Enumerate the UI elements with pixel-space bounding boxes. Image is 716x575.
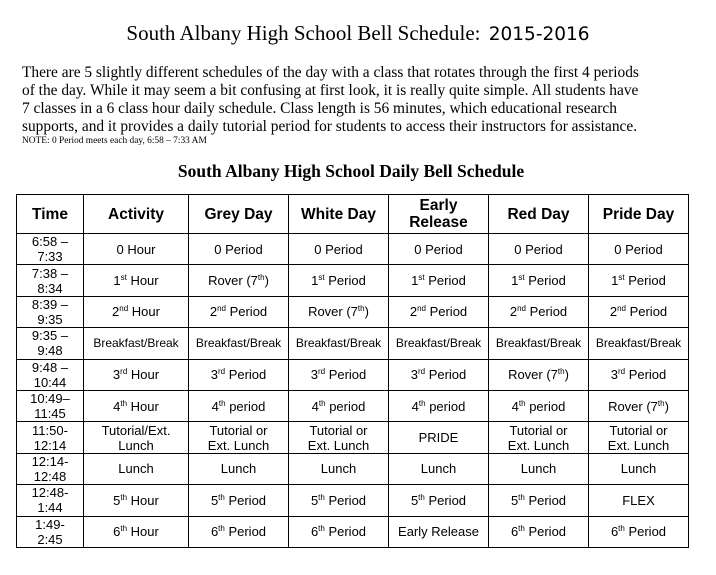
ordinal-suffix: th xyxy=(218,492,225,502)
cell-text: 3 xyxy=(410,367,418,383)
schedule-cell-pride-day xyxy=(589,422,689,453)
cell-text: period xyxy=(225,398,266,414)
title-text: South Albany High School Bell Schedule: xyxy=(126,21,481,45)
ordinal-suffix: st xyxy=(418,273,425,283)
schedule-cell-activity xyxy=(84,516,189,547)
cell-text: 1 xyxy=(311,273,319,289)
cell-text: 4 xyxy=(311,398,319,414)
schedule-cell-grey-day xyxy=(189,328,289,359)
time-start: 11:50- xyxy=(32,422,68,438)
cell-text: Tutorial or xyxy=(609,422,668,438)
cell-text: 6 xyxy=(310,524,319,540)
cell-text-line2: Ext. Lunch xyxy=(507,437,570,453)
cell-text: period xyxy=(525,398,566,414)
schedule-cell-red-day xyxy=(489,234,589,265)
cell-text: Lunch xyxy=(118,461,154,477)
cell-text: Period xyxy=(624,524,667,540)
cell-text: 3 xyxy=(112,367,121,383)
cell-text: Hour xyxy=(128,304,160,320)
cell-text: 2 xyxy=(509,304,518,320)
cell-text: Hour xyxy=(127,524,159,540)
document-title xyxy=(0,20,716,48)
schedule-cell-grey-day xyxy=(189,516,289,547)
schedule-cell-white-day xyxy=(289,328,389,359)
ordinal-suffix: th xyxy=(257,273,265,283)
schedule-cell-grey-day xyxy=(189,296,289,327)
cell-text: 6 xyxy=(610,524,619,540)
time-end: 7:33 xyxy=(37,249,63,265)
cell-text: 5 xyxy=(410,492,419,508)
ordinal-suffix: th xyxy=(218,398,226,408)
ordinal-suffix: th xyxy=(418,398,426,408)
schedule-cell-pride-day xyxy=(589,516,689,547)
cell-text: Breakfast/Break xyxy=(295,335,382,350)
ordinal-suffix: th xyxy=(518,524,525,534)
schedule-cell-activity xyxy=(84,422,189,453)
column-header-early-release xyxy=(389,195,489,234)
schedule-cell-grey-day xyxy=(189,359,289,390)
schedule-cell-red-day xyxy=(489,453,589,484)
cell-text: Hour xyxy=(127,398,159,414)
schedule-cell-grey-day xyxy=(189,485,289,516)
ordinal-suffix: th xyxy=(618,524,625,534)
cell-text: Period xyxy=(625,367,667,383)
schedule-cell-red-day xyxy=(489,296,589,327)
table-row xyxy=(17,296,689,327)
cell-text: Period xyxy=(225,367,267,383)
schedule-cell-early-release xyxy=(389,453,489,484)
cell-text: Rover (7 xyxy=(308,304,358,320)
ordinal-suffix: nd xyxy=(119,304,129,314)
schedule-cell-pride-day xyxy=(589,453,689,484)
time-end: 12:14 xyxy=(33,437,67,453)
cell-text: Hour xyxy=(126,273,159,289)
table-row xyxy=(17,453,689,484)
intro-line: 7 classes in a 6 class hour daily schedule. Class length is 56 minutes, which educational research xyxy=(22,100,617,117)
ordinal-suffix: st xyxy=(318,273,325,283)
schedule-cell-white-day xyxy=(289,422,389,453)
cell-text: 4 xyxy=(113,398,121,414)
cell-text: 5 xyxy=(113,492,121,508)
cell-text: 1 xyxy=(511,273,519,289)
intro-line: supports, and it provides a daily tutorial period for students to access their instructors for assistance. xyxy=(22,118,638,135)
ordinal-suffix: th xyxy=(657,398,665,408)
ordinal-suffix: rd xyxy=(417,367,426,377)
cell-text: Period xyxy=(625,304,668,320)
cell-text: 0 Period xyxy=(514,241,563,257)
cell-text: Tutorial or xyxy=(209,422,268,438)
time-start: 12:14- xyxy=(31,453,69,469)
table-row xyxy=(17,516,689,547)
schedule-cell-pride-day xyxy=(589,296,689,327)
time-start: 8:39 – xyxy=(31,296,69,312)
schedule-cell-red-day xyxy=(489,422,589,453)
cell-text: 5 xyxy=(310,492,319,508)
cell-text: Tutorial/Ext. xyxy=(101,422,171,438)
cell-text: Lunch xyxy=(320,461,357,477)
time-start: 9:48 – xyxy=(31,359,69,375)
cell-text: 6 xyxy=(510,524,519,540)
intro-line: of the day. While it may seem a bit confusing at first look, it is really quite simple. All students have xyxy=(22,82,639,99)
cell-text: Lunch xyxy=(220,461,257,477)
ordinal-suffix: st xyxy=(120,273,127,283)
schedule-cell-red-day xyxy=(489,265,589,296)
ordinal-suffix: th xyxy=(318,492,325,502)
cell-text: 2 xyxy=(112,304,120,320)
schedule-body xyxy=(17,234,689,548)
column-header-label: Time xyxy=(32,205,68,223)
column-header-activity xyxy=(84,195,189,234)
cell-text: Period xyxy=(524,273,566,289)
cell-text: Period xyxy=(425,304,468,320)
cell-text: 4 xyxy=(211,398,219,414)
time-start: 12:48- xyxy=(31,485,69,501)
cell-text: ) xyxy=(664,398,669,414)
column-header-white-day xyxy=(289,195,389,234)
column-header-label: Red Day xyxy=(507,205,570,223)
time-cell xyxy=(17,296,84,327)
ordinal-suffix: nd xyxy=(617,304,626,314)
ordinal-suffix: nd xyxy=(217,304,226,314)
cell-text: 1 xyxy=(411,273,419,289)
ordinal-suffix: th xyxy=(120,492,128,502)
schedule-cell-activity xyxy=(84,453,189,484)
column-header-grey-day xyxy=(189,195,289,234)
schedule-cell-grey-day xyxy=(189,422,289,453)
column-header-label: Early xyxy=(419,197,458,214)
cell-text: 6 xyxy=(210,524,219,540)
ordinal-suffix: th xyxy=(357,304,365,314)
cell-text-line2: Ext. Lunch xyxy=(207,437,270,453)
cell-text: 2 xyxy=(609,304,618,320)
cell-text: 1 xyxy=(611,273,619,289)
ordinal-suffix: th xyxy=(518,492,525,502)
time-end: 9:35 xyxy=(37,311,63,327)
ordinal-suffix: th xyxy=(318,398,326,408)
schedule-cell-activity xyxy=(84,265,189,296)
schedule-cell-white-day xyxy=(289,516,389,547)
schedule-cell-activity xyxy=(84,390,189,421)
cell-text: Period xyxy=(324,492,367,508)
schedule-cell-white-day xyxy=(289,296,389,327)
zero-period-note: NOTE: 0 Period meets each day, 6:58 – 7:33 AM xyxy=(22,136,207,146)
cell-text: Tutorial or xyxy=(309,422,368,438)
time-cell xyxy=(17,265,84,296)
cell-text: Tutorial or xyxy=(509,422,568,438)
time-start: 9:35 – xyxy=(31,328,69,344)
cell-text-line2: Ext. Lunch xyxy=(607,437,670,453)
schedule-cell-early-release xyxy=(389,516,489,547)
schedule-cell-activity xyxy=(84,234,189,265)
column-header-time xyxy=(17,195,84,234)
time-cell xyxy=(17,234,84,265)
schedule-cell-activity xyxy=(84,296,189,327)
cell-text: 1 xyxy=(113,273,121,289)
column-header-label: Grey Day xyxy=(204,205,273,223)
cell-text: 3 xyxy=(210,367,218,383)
schedule-cell-red-day xyxy=(489,390,589,421)
schedule-cell-pride-day xyxy=(589,485,689,516)
table-title: South Albany High School Daily Bell Schedule xyxy=(177,161,525,181)
cell-text: Period xyxy=(624,273,666,289)
cell-text: 3 xyxy=(610,367,618,383)
time-start: 6:58 – xyxy=(31,234,69,250)
time-end: 9:48 xyxy=(37,343,63,359)
cell-text: Period xyxy=(424,492,467,508)
cell-text: 2 xyxy=(409,304,418,320)
cell-text: Early Release xyxy=(398,524,479,540)
cell-text: Period xyxy=(224,492,267,508)
cell-text: Period xyxy=(224,524,267,540)
time-cell xyxy=(17,390,84,421)
schedule-cell-early-release xyxy=(389,328,489,359)
ordinal-suffix: rd xyxy=(617,367,626,377)
cell-text: Period xyxy=(425,367,467,383)
cell-text: ) xyxy=(264,273,269,289)
schedule-cell-red-day xyxy=(489,328,589,359)
cell-text: FLEX xyxy=(622,492,655,508)
cell-text: ) xyxy=(564,367,569,383)
cell-text: Hour xyxy=(127,367,160,383)
cell-text: 5 xyxy=(210,492,219,508)
schedule-cell-pride-day xyxy=(589,359,689,390)
cell-text: Breakfast/Break xyxy=(195,335,282,350)
cell-text: Lunch xyxy=(520,461,557,477)
cell-text: Breakfast/Break xyxy=(395,335,482,350)
column-header-label: Release xyxy=(409,214,468,231)
time-start: 7:38 – xyxy=(31,265,69,281)
ordinal-suffix: th xyxy=(120,524,128,534)
table-row xyxy=(17,234,689,265)
cell-text: 5 xyxy=(510,492,519,508)
ordinal-suffix: th xyxy=(218,524,225,534)
schedule-cell-white-day xyxy=(289,453,389,484)
table-row xyxy=(17,328,689,359)
ordinal-suffix: rd xyxy=(217,367,226,377)
time-end: 2:45 xyxy=(37,531,63,547)
cell-text: 3 xyxy=(310,367,318,383)
cell-text: Breakfast/Break xyxy=(93,335,179,350)
time-end: 10:44 xyxy=(33,374,67,390)
ordinal-suffix: th xyxy=(418,492,425,502)
cell-text: 2 xyxy=(209,304,218,320)
time-end: 11:45 xyxy=(34,406,66,422)
table-row xyxy=(17,485,689,516)
schedule-cell-red-day xyxy=(489,485,589,516)
table-row xyxy=(17,359,689,390)
ordinal-suffix: rd xyxy=(317,367,326,377)
time-cell xyxy=(17,453,84,484)
time-cell xyxy=(17,328,84,359)
cell-text: Period xyxy=(424,273,466,289)
intro-paragraph xyxy=(22,64,712,136)
cell-text: Period xyxy=(324,273,366,289)
ordinal-suffix: st xyxy=(618,273,625,283)
cell-text: Period xyxy=(324,524,367,540)
cell-text: 0 Period xyxy=(414,241,463,257)
table-row xyxy=(17,422,689,453)
schedule-cell-pride-day xyxy=(589,390,689,421)
schedule-cell-white-day xyxy=(289,265,389,296)
schedule-cell-white-day xyxy=(289,485,389,516)
schedule-cell-early-release xyxy=(389,296,489,327)
cell-text: 0 Period xyxy=(314,241,363,257)
cell-text: Period xyxy=(524,492,567,508)
schedule-cell-white-day xyxy=(289,390,389,421)
cell-text: 6 xyxy=(113,524,121,540)
cell-text: 0 Period xyxy=(614,241,663,257)
time-cell xyxy=(17,422,84,453)
cell-text: Breakfast/Break xyxy=(595,335,682,350)
schedule-cell-grey-day xyxy=(189,453,289,484)
time-start: 1:49- xyxy=(35,516,65,532)
time-start: 10:49– xyxy=(30,391,70,407)
cell-text: period xyxy=(425,398,466,414)
cell-text-line2: Lunch xyxy=(118,437,154,453)
ordinal-suffix: th xyxy=(518,398,526,408)
title-year: 2015-2016 xyxy=(488,24,590,45)
schedule-cell-early-release xyxy=(389,485,489,516)
time-end: 12:48 xyxy=(33,468,67,484)
schedule-cell-pride-day xyxy=(589,265,689,296)
cell-text: ) xyxy=(364,304,369,320)
cell-text: 4 xyxy=(511,398,519,414)
column-header-red-day xyxy=(489,195,589,234)
cell-text: Hour xyxy=(127,492,159,508)
schedule-cell-activity xyxy=(84,485,189,516)
cell-text: Lunch xyxy=(620,461,657,477)
cell-text: PRIDE xyxy=(418,430,459,446)
schedule-cell-grey-day xyxy=(189,234,289,265)
time-end: 1:44 xyxy=(37,500,63,516)
cell-text-line2: Ext. Lunch xyxy=(307,437,370,453)
schedule-cell-early-release xyxy=(389,390,489,421)
cell-text: Period xyxy=(525,304,568,320)
schedule-cell-early-release xyxy=(389,359,489,390)
cell-text: Period xyxy=(524,524,567,540)
ordinal-suffix: th xyxy=(557,367,565,377)
table-row xyxy=(17,265,689,296)
schedule-cell-pride-day xyxy=(589,328,689,359)
column-header-label: White Day xyxy=(301,205,376,223)
ordinal-suffix: th xyxy=(318,524,325,534)
cell-text: Breakfast/Break xyxy=(495,335,582,350)
column-header-label: Activity xyxy=(108,205,164,223)
ordinal-suffix: nd xyxy=(517,304,526,314)
cell-text: 4 xyxy=(411,398,419,414)
schedule-cell-white-day xyxy=(289,359,389,390)
cell-text: Rover (7 xyxy=(608,398,658,414)
cell-text: 0 Period xyxy=(214,241,263,257)
cell-text: Rover (7 xyxy=(508,367,558,383)
schedule-cell-grey-day xyxy=(189,390,289,421)
schedule-cell-early-release xyxy=(389,422,489,453)
ordinal-suffix: st xyxy=(518,273,525,283)
cell-text: 0 Hour xyxy=(116,241,156,257)
time-cell xyxy=(17,485,84,516)
ordinal-suffix: nd xyxy=(417,304,426,314)
cell-text: Period xyxy=(225,304,268,320)
table-row xyxy=(17,390,689,421)
ordinal-suffix: th xyxy=(120,398,128,408)
schedule-cell-activity xyxy=(84,328,189,359)
schedule-cell-red-day xyxy=(489,516,589,547)
schedule-cell-red-day xyxy=(489,359,589,390)
schedule-cell-activity xyxy=(84,359,189,390)
schedule-cell-early-release xyxy=(389,265,489,296)
cell-text: Lunch xyxy=(420,461,457,477)
time-end: 8:34 xyxy=(37,280,63,296)
time-cell xyxy=(17,516,84,547)
cell-text: Rover (7 xyxy=(208,273,258,289)
column-header-label: Pride Day xyxy=(602,205,675,223)
ordinal-suffix: rd xyxy=(120,367,128,377)
intro-line: There are 5 slightly different schedules of the day with a class that rotates through the first 4 periods xyxy=(22,64,639,81)
cell-text: period xyxy=(325,398,366,414)
header-row xyxy=(17,195,689,234)
bell-schedule-table xyxy=(16,194,689,548)
column-header-pride-day xyxy=(589,195,689,234)
schedule-cell-white-day xyxy=(289,234,389,265)
schedule-cell-grey-day xyxy=(189,265,289,296)
cell-text: Period xyxy=(325,367,367,383)
schedule-cell-pride-day xyxy=(589,234,689,265)
schedule-cell-early-release xyxy=(389,234,489,265)
time-cell xyxy=(17,359,84,390)
